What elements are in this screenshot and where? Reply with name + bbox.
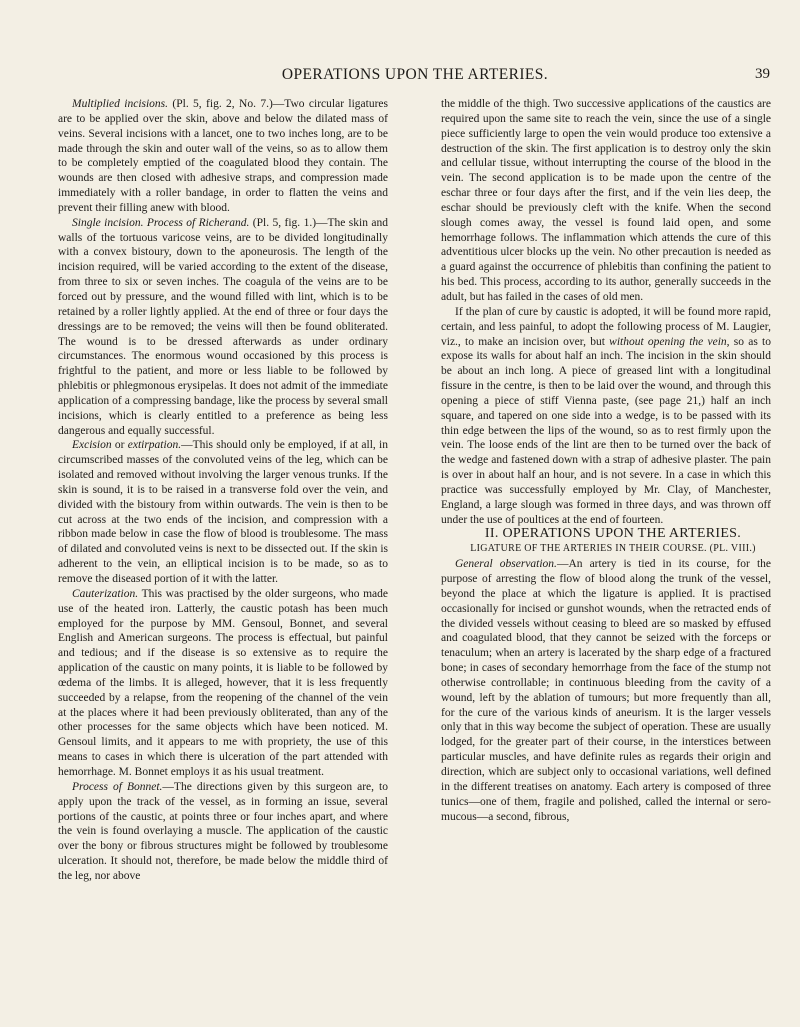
paragraph-text: —This should only be employed, if at all, in circumscribed masses of the convoluted veins of the leg, which can be isolated and removed without involving the larger venous trunks. If the skin is sound, it is to be raised in a transverse fold over the vein, and divided with the bistoury from within outwards. The vein is then to be cut across at the two ends of the incision, and compression with a ribbon made below in case the flow of blood is troublesome. The mass of dilated and convoluted veins is next to be dissected out. If the skin is adherent to the vein, an elliptical incision is to be made, so as to remove the diseased portion of it with the latter. (58, 439, 388, 585)
paragraph-lead: Process of Bonnet. (72, 780, 163, 793)
running-title: OPERATIONS UPON THE ARTERIES. (281, 66, 549, 83)
paragraph-bonnet-continued (441, 97, 771, 305)
paragraph-text: the middle of the thigh. Two successive applications of the caustics are required upon the same site to reach the vein, since the use of a single piece sufficiently large to open the vein would produce too extensive a destruction of the skin. The first application is to destroy only the skin and cellular tissue, without interrupting the course of the blood in the vein. The second application is to be made upon the centre of the eschar three or four days after the first, and if the vein lies deep, the eschar should be previously cleft with the knife. When the second slough comes away, the vessel is found laid open, and some hemorrhage follows. The inflammation which attends the cure of this adventitious ulcer blocks up the vein. No other precaution is needed as a guard against the occurrence of phlebitis than confining the patient to his bed. This process, according to its author, generally succeeds in the adult, but has failed in the cases of old men. (441, 98, 771, 303)
paragraph-text: If the plan of cure by caustic is adopted, it will be found more rapid, certain, and less painful, to adopt the following process of M. Laugier, viz., to make an incision over, but (441, 305, 771, 348)
paragraph-lead: General observation. (455, 558, 557, 571)
paragraph-emphasis: without opening the vein, (609, 335, 730, 348)
paragraph-process-of-bonnet (58, 780, 388, 884)
paragraph-lead: Excision (72, 439, 112, 452)
running-head (58, 66, 772, 88)
paragraph-text: (Pl. 5, fig. 1.)—The skin and walls of the tortuous varicose veins, are to be divided longitudinally with a convex bistoury, down to the aponeurosis. The length of the incision required, will be varied according to the extent of the disease, from three to six or seven inches. The coagula of the veins are to be forced out by pressure, and the wound filled with lint, which is to be retained by a roller lightly applied. At the end of three or four days the dressings are to be removed; the veins will then be found obliterated. The wound is to be dressed afterwards as under ordinary circumstances. The enormous wound occasioned by this process is frightful to the patient, and more or less liable to be followed by phlebitis or phlegmonous erysipelas. It does not admit of the immediate application of a compressing bandage, like the process by several small incisions, which is clearly entitled to a preference as being less dangerous and equally successful. (58, 216, 388, 437)
paragraph-connector: or (111, 439, 128, 452)
paragraph-excision (58, 438, 388, 586)
paragraph-single-incision (58, 216, 388, 439)
paragraph-lead-secondary: extirpation. (127, 439, 182, 452)
paragraph-text: —The directions given by this surgeon are, to apply upon the track of the vessel, as in forming an issue, several portions of the caustic, at points three or four inches apart, and where the vein is found overlaying a muscle. The application of the caustic over the bony or fibrous structures might be followed by troublesome ulceration. It should not, therefore, be made below the middle third of the leg, nor above (58, 780, 388, 882)
section-heading: II. OPERATIONS UPON THE ARTERIES. (484, 526, 742, 542)
paragraph-lead: Cauterization. (72, 587, 139, 600)
paragraph-general-observation (441, 557, 771, 824)
paragraph-multiplied-incisions (58, 97, 388, 216)
paragraph-cauterization (58, 587, 388, 780)
paragraph-text: —An artery is tied in its course, for the purpose of arresting the flow of blood along the trunk of the vessel, beyond the place at which the ligature is applied. It is practised occasionally for incised or gunshot wounds, when the retracted ends of the divided vessels without ceasing to bleed are so masked by effused and coagulated blood, that they cannot be seized with the forceps or tenaculum; when an artery is lacerated by the sharp edge of a fractured bone; in cases of secondary hemorrhage from the face of the stump not otherwise controllable; in continuous bleeding from the cavity of a wound, left by the ablation of tumours; but more frequently than all, for the cure of the various kinds of aneurism. It is the larger vessels only that in this way become the subject of operation. These are usually lodged, for the greater part of their course, in the interstices between particular muscles, and have definite rules as regards their origin and direction, which are subject only to occasional variations, well defined in the different treatises on anatomy. Each artery is composed of three tunics—one of them, fragile and polished, called the internal or sero-mucous—a second, fibrous, (441, 558, 771, 823)
sub-heading: LIGATURE OF THE ARTERIES IN THEIR COURSE. (PL. VIII.) (470, 543, 756, 555)
page-number: 39 (755, 66, 770, 82)
paragraph-lead: Multiplied incisions. (72, 98, 169, 110)
paragraph-lead: Single incision. Process of Richerand. (72, 216, 250, 229)
paragraph-text-continued: so as to expose its walls for about half an inch. The incision in the skin should be about an inch long. A piece of greased lint with a longitudinal fissure in the centre, is then to be laid over the wound, and through this opening a piece of stiff Vienna paste, (see page 21,) half an inch square, and tapered on one side into a wedge, is to be passed with its thin edge between the lips of the wound, so as to rest firmly upon the vein. The loose ends of the lint are then to be turned over the back of the wedge and fastened down with a strap of adhesive plaster. The pain is over in about half an hour, and is not severe. In a case in which this practice was successfully employed by Mr. Clay, of Manchester, England, a large slough was formed in three days, and was thrown off under the use of poultices at the end of fourteen. (441, 335, 771, 526)
paragraph-text: This was practised by the older surgeons, who made use of the heated iron. Latterly, the caustic potash has been much employed for the purpose by MM. Gensoul, Bonnet, and several English and American surgeons. The process is effectual, but painful and tedious; and if the disease is so extensive as to require the application of the caustic on many points, it is liable to be followed by œdema of the limbs. It is alleged, however, that it is less frequently succeeded by a relapse, from the reopening of the channel of the vein at the places where it had been previously obliterated, than any of the other processes for the same objects which have been noticed. M. Gensoul limits, and it appears to me with propriety, the use of this means to cases in which there is ulceration of the part attended with hemorrhage. M. Bonnet employs it as his usual treatment. (58, 587, 388, 778)
right-column (441, 97, 771, 824)
left-column (58, 97, 388, 884)
paragraph-text: (Pl. 5, fig. 2, No. 7.)—Two circular ligatures are to be applied over the skin, above and below the dilated mass of veins. Several incisions with a lancet, one to two inches long, are to be made through the skin and outer wall of the veins, so as to allow them to be completely emptied of the coagulated blood they contain. The wounds are then closed with adhesive straps, and compression made immediately with a roller bandage, in order to flatten the veins and prevent their filling anew with blood. (58, 98, 388, 214)
paragraph-laugier-process (441, 305, 771, 528)
